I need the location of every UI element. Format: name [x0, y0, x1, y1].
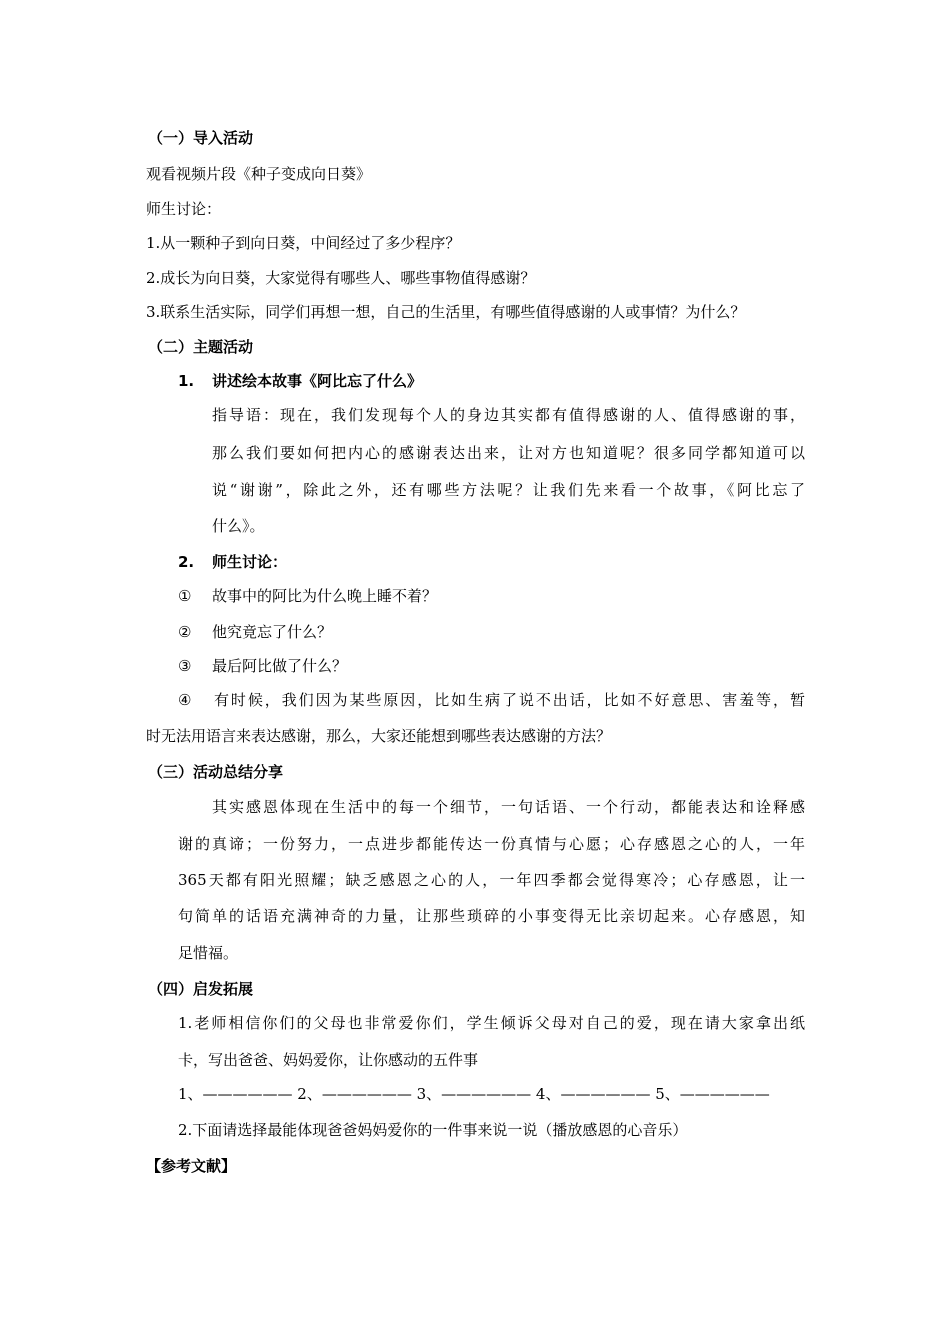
circled-number: ① [178, 587, 192, 605]
section-4-paragraph-1-cont: 卡，写出爸爸、妈妈爱你，让你感动的五件事 [178, 1051, 479, 1069]
section-1-video: 观看视频片段《种子变成向日葵》 [146, 165, 372, 183]
section-3-heading: （三）活动总结分享 [148, 763, 284, 781]
summary-line: 足惜福。 [178, 944, 239, 962]
item-1-text-line: 那么我们要如何把内心的感谢表达出来，让对方也知道呢？很多同学都知道可以 [212, 444, 805, 462]
summary-line: 谢的真谛；一份努力，一点进步都能传达一份真情与心愿；心存感恩之心的人，一年 [178, 835, 805, 853]
item-2-number: 2. [178, 553, 195, 571]
item-1-text-line: 说“谢谢”，除此之外，还有哪些方法呢？让我们先来看一个故事，《阿比忘了 [212, 481, 805, 499]
section-1-discuss: 师生讨论： [146, 200, 222, 218]
item-2-heading [178, 552, 287, 572]
circled-number: ② [178, 623, 192, 641]
item-1-number: 1. [178, 372, 195, 390]
circled-number: ④ [178, 691, 192, 709]
discussion-question [178, 656, 347, 676]
section-1-heading: （一）导入活动 [148, 129, 254, 147]
section-4-paragraph-2: 2.下面请选择最能体现爸爸妈妈爱你的一件事来说一说（播放感恩的心音乐） [178, 1121, 688, 1139]
summary-line: 其实感恩体现在生活中的每一个细节，一句话语、一个行动，都能表达和诠释感 [212, 798, 805, 816]
discussion-question [178, 690, 805, 710]
item-1-heading [178, 371, 422, 391]
references-heading: 【参考文献】 [146, 1157, 237, 1175]
discussion-question-text: 有时候，我们因为某些原因，比如生病了说不出话，比如不好意思、害羞等，暂 [212, 691, 805, 709]
fill-in-blanks: 1、—————— 2、—————— 3、—————— 4、—————— 5、—————— [178, 1085, 770, 1103]
item-2-title: 师生讨论： [212, 553, 288, 571]
section-1-question-1: 1.从一颗种子到向日葵，中间经过了多少程序？ [146, 234, 461, 252]
discussion-question-text: 他究竟忘了什么？ [212, 623, 333, 641]
section-4-heading: （四）启发拓展 [148, 980, 254, 998]
discussion-question [178, 586, 437, 606]
discussion-question-continuation: 时无法用语言来表达感谢，那么，大家还能想到哪些表达感谢的方法？ [146, 727, 612, 745]
section-4-paragraph-1: 1.老师相信你们的父母也非常爱你们，学生倾诉父母对自己的爱，现在请大家拿出纸 [178, 1014, 805, 1032]
section-1-question-2: 2.成长为向日葵，大家觉得有哪些人、哪些事物值得感谢？ [146, 269, 536, 287]
discussion-question-text: 故事中的阿比为什么晚上睡不着？ [212, 587, 438, 605]
summary-line: 365天都有阳光照耀；缺乏感恩之心的人，一年四季都会觉得寒冷；心存感恩，让一 [178, 871, 805, 889]
discussion-question-text: 最后阿比做了什么？ [212, 657, 348, 675]
circled-number: ③ [178, 657, 192, 675]
section-2-heading: （二）主题活动 [148, 338, 254, 356]
item-1-text-line: 指导语：现在，我们发现每个人的身边其实都有值得感谢的人、值得感谢的事， [212, 406, 805, 424]
discussion-question [178, 622, 332, 642]
item-1-title: 讲述绘本故事《阿比忘了什么》 [212, 372, 423, 390]
section-1-question-3: 3.联系生活实际，同学们再想一想，自己的生活里，有哪些值得感谢的人或事情？为什么？ [146, 303, 746, 321]
summary-line: 句简单的话语充满神奇的力量，让那些琐碎的小事变得无比亲切起来。心存感恩，知 [178, 907, 805, 925]
item-1-text-line: 什么》。 [212, 517, 265, 535]
